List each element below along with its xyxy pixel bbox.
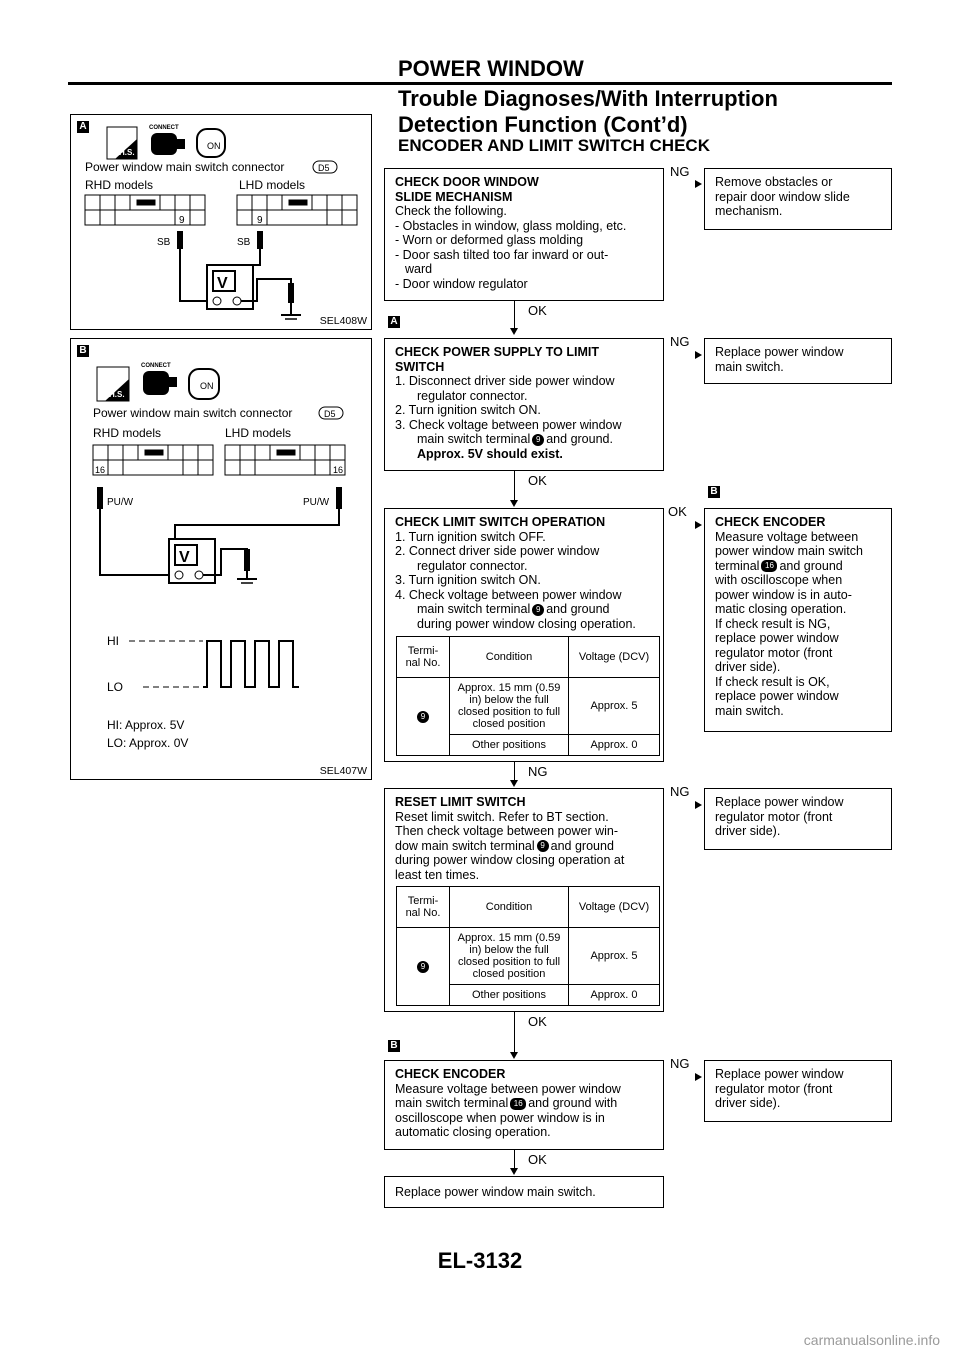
step2-connector <box>514 471 515 501</box>
figure-b <box>70 338 372 780</box>
step1-ng-action <box>704 168 892 230</box>
step5-ok-arrow <box>510 1168 518 1175</box>
step3-ng-arrow <box>510 780 518 787</box>
step4-ng-action-2: regulator motor (front <box>715 809 833 824</box>
figure-a-pin-rhd: 9 <box>179 215 185 226</box>
step3-line2b: regulator connector. <box>417 558 528 573</box>
page-number: EL-3132 <box>437 1248 523 1273</box>
step4-ng-label: NG <box>670 784 690 799</box>
step1-line6: - Door window regulator <box>395 276 528 291</box>
step3-ok-line13: main switch. <box>715 703 784 718</box>
table-header-voltage: Voltage (DCV) <box>569 637 660 678</box>
table-cell-condition: Approx. 15 mm (0.59 in) below the full closed position to full closed position <box>450 928 569 985</box>
figure-a-pin-lhd: 9 <box>257 215 263 226</box>
step4-ng-arrow <box>695 801 702 809</box>
step3-ok-label: OK <box>668 504 687 519</box>
step2-line3b-pre: main switch terminal <box>417 432 531 446</box>
step4-line4: during power window closing operation at <box>395 853 625 867</box>
figure-b-wire-right: PU/W <box>303 497 330 508</box>
table-cell-condition: Approx. 15 mm (0.59 in) below the full closed position to full closed position <box>450 678 569 735</box>
figure-b-wire-left: PU/W <box>107 497 134 508</box>
step2-tag: A <box>388 316 400 328</box>
step1-line3: - Worn or deformed glass molding <box>395 233 584 247</box>
terminal-9-icon: 9 <box>417 961 429 973</box>
step5-ng-action-1: Replace power window <box>715 1067 844 1081</box>
step5-ok-label: OK <box>528 1152 547 1167</box>
step-check-power-supply <box>384 338 664 471</box>
step5-ng-arrow <box>695 1073 702 1081</box>
step4-connector <box>514 1012 515 1054</box>
figure-b-meter: V <box>179 549 190 566</box>
step4-title: RESET LIMIT SWITCH <box>395 795 526 809</box>
step3-line4: 4. Check voltage between power window <box>395 587 622 602</box>
figure-a-connector-label: Power window main switch connector <box>85 160 285 174</box>
figure-a-wire-left: SB <box>157 237 171 248</box>
step5-line2: main switch terminal 16 and ground with <box>395 1096 618 1110</box>
table-cell-condition: Other positions <box>450 985 569 1006</box>
figure-b-waveform <box>203 641 299 687</box>
figure-b-lhd: LHD models <box>225 426 292 440</box>
step5-connector <box>514 1150 515 1170</box>
step2-line4: Approx. 5V should exist. <box>417 446 563 461</box>
step2-line1: 1. Disconnect driver side power window <box>395 374 615 388</box>
step3-line2: 2. Connect driver side power window <box>395 544 600 558</box>
step4-line2: Then check voltage between power win- <box>395 824 619 838</box>
step3-ok-line4: with oscilloscope when <box>715 573 843 587</box>
table-header-condition: Condition <box>450 887 569 928</box>
step2-ok-label: OK <box>528 473 547 488</box>
step1-ok-arrow <box>510 328 518 335</box>
figure-b-diagram <box>71 339 371 779</box>
step-replace-main-switch <box>384 1176 664 1208</box>
step3-voltage-table <box>396 636 660 756</box>
figure-b-on: ON <box>200 381 214 391</box>
step2-line3: 3. Check voltage between power window <box>395 417 622 432</box>
figure-b-connect: CONNECT <box>141 363 171 369</box>
figure-a-wire-right: SB <box>237 237 251 248</box>
step2-ng-action <box>704 338 892 384</box>
figure-a-on: ON <box>207 141 221 151</box>
step3-line4b <box>395 602 653 617</box>
step5-ng-action-3: driver side). <box>715 1096 781 1110</box>
figure-b-lo-note: LO: Approx. 0V <box>107 736 189 750</box>
header-title: POWER WINDOW <box>398 56 584 81</box>
terminal-9-icon: 9 <box>537 840 549 852</box>
figure-a-lhd: LHD models <box>239 178 306 192</box>
table-cell-terminal <box>397 928 450 1006</box>
step4-voltage-table <box>396 886 660 1006</box>
figure-a-connector-icon <box>151 133 177 155</box>
figure-a <box>70 114 372 330</box>
table-row <box>397 887 660 928</box>
figure-b-hs: H.S. <box>109 390 125 399</box>
step1-ng-arrow <box>695 180 702 188</box>
figure-a-rhd: RHD models <box>85 178 154 192</box>
step2-ng-label: NG <box>670 334 690 349</box>
figure-b-hi-note: HI: Approx. 5V <box>107 718 185 732</box>
watermark: carmanualsonline.info <box>803 1332 940 1348</box>
figure-a-code: SEL408W <box>319 315 367 327</box>
terminal-16-icon: 16 <box>510 1098 526 1110</box>
step4-ng-action <box>704 788 892 850</box>
table-row <box>397 637 660 678</box>
step3-line1: 1. Turn ignition switch OFF. <box>395 529 546 544</box>
step3-ok-line12: replace power window <box>715 689 839 703</box>
step3-ok-line8: replace power window <box>715 631 839 645</box>
step3-line4b-pre: main switch terminal <box>417 602 531 616</box>
step3-ng-label: NG <box>528 764 548 779</box>
step3-ok-line3: terminal 16 and ground <box>715 558 843 573</box>
step3-ok-line9: regulator motor (front <box>715 645 833 660</box>
figure-a-lhd-connector <box>237 195 357 225</box>
step3-ok-line7: If check result is NG, <box>715 616 831 631</box>
step4-ng-action-1: Replace power window <box>715 795 844 809</box>
step4-line3: dow main switch terminal 9 and ground <box>395 838 614 853</box>
table-cell-terminal <box>397 678 450 756</box>
step5-line1: Measure voltage between power window <box>395 1081 621 1096</box>
step6-text: Replace power window main switch. <box>395 1185 596 1199</box>
step2-title-1: CHECK POWER SUPPLY TO LIMIT <box>395 345 599 359</box>
step1-line2: - Obstacles in window, glass molding, etc. <box>395 218 627 233</box>
step3-line4c: during power window closing operation. <box>417 616 636 631</box>
step3-ok-line5: power window is in auto- <box>715 587 852 602</box>
step4-ok-arrow <box>510 1052 518 1059</box>
step3-line3: 3. Turn ignition switch ON. <box>395 573 541 587</box>
step3-line4b-post: and ground <box>546 602 610 616</box>
table-cell-voltage: Approx. 0 <box>569 985 660 1006</box>
table-cell-voltage: Approx. 5 <box>569 928 660 985</box>
step1-line1: Check the following. <box>395 204 507 218</box>
step3-ok-line2: power window main switch <box>715 544 863 558</box>
step1-title: CHECK DOOR WINDOW SLIDE MECHANISM <box>395 175 539 204</box>
header-rule <box>68 82 892 85</box>
figure-a-hs: H.S. <box>119 148 135 157</box>
figure-b-connector-code: D5 <box>324 409 336 419</box>
table-header-terminal: Termi- nal No. <box>397 887 450 928</box>
step4-ok-label: OK <box>528 1014 547 1029</box>
figure-a-rhd-connector <box>85 195 205 225</box>
step4-line1: Reset limit switch. Refer to BT section. <box>395 809 609 824</box>
step1-ng-action-3: mechanism. <box>715 204 783 218</box>
figure-b-lhd-connector <box>225 445 345 475</box>
step2-ok-arrow <box>510 500 518 507</box>
figure-a-connector-code: D5 <box>318 163 330 173</box>
figure-b-code: SEL407W <box>319 765 367 777</box>
figure-b-pin-rhd: 16 <box>95 465 106 475</box>
table-cell-condition: Other positions <box>450 735 569 756</box>
step5-line4: automatic closing operation. <box>395 1125 551 1139</box>
figure-b-rhd: RHD models <box>93 426 162 440</box>
figure-b-connector-icon <box>143 371 169 395</box>
figure-b-connector-label: Power window main switch connector <box>93 406 293 420</box>
step5-ng-label: NG <box>670 1056 690 1071</box>
step3-connector <box>514 762 515 782</box>
section-title: ENCODER AND LIMIT SWITCH CHECK <box>398 136 710 155</box>
step1-line4: - Door sash tilted too far inward or out- <box>395 247 609 262</box>
step-check-door-window-slide <box>384 168 664 301</box>
step3-ok-tag: B <box>708 486 720 498</box>
step2-ng-action-1: Replace power window <box>715 345 844 359</box>
table-cell-voltage: Approx. 5 <box>569 678 660 735</box>
step3-ok-line6: matic closing operation. <box>715 602 847 616</box>
step1-connector <box>514 301 515 329</box>
step2-line3b-post: and ground. <box>546 432 613 446</box>
step2-line1b: regulator connector. <box>417 388 528 403</box>
step2-title-2: SWITCH <box>395 359 445 374</box>
figure-b-tag: B <box>77 345 89 357</box>
table-row <box>397 678 660 735</box>
figure-a-tag: A <box>77 121 89 133</box>
step1-ng-action-2: repair door window slide <box>715 189 850 204</box>
figure-b-rhd-connector <box>93 445 213 475</box>
step2-line3b <box>395 432 653 447</box>
step3-ok-title: CHECK ENCODER <box>715 515 826 529</box>
step2-line2: 2. Turn ignition switch ON. <box>395 403 541 417</box>
step3-ok-check-encoder <box>704 508 892 732</box>
figure-a-diagram <box>71 115 371 329</box>
step5-title: CHECK ENCODER <box>395 1067 506 1081</box>
step4-line5: least ten times. <box>395 867 480 882</box>
step5-ng-action <box>704 1060 892 1122</box>
table-cell-voltage: Approx. 0 <box>569 735 660 756</box>
figure-b-pin-lhd: 16 <box>333 465 344 475</box>
step-check-encoder <box>384 1060 664 1150</box>
step1-ok-label: OK <box>528 303 547 318</box>
header-subtitle <box>398 86 878 138</box>
table-header-voltage: Voltage (DCV) <box>569 887 660 928</box>
figure-b-hi: HI <box>107 634 119 648</box>
step3-ok-line10: driver side). <box>715 660 781 674</box>
table-header-condition: Condition <box>450 637 569 678</box>
step1-ng-action-1: Remove obstacles or <box>715 175 833 189</box>
figure-a-connect: CONNECT <box>149 125 179 131</box>
figure-a-meter: V <box>217 275 228 292</box>
table-row <box>397 928 660 985</box>
step4-ng-action-3: driver side). <box>715 824 781 838</box>
step3-ok-line11: If check result is OK, <box>715 674 830 689</box>
step1-ng-label: NG <box>670 164 690 179</box>
table-header-terminal: Termi- nal No. <box>397 637 450 678</box>
step5-line3: oscilloscope when power window is in <box>395 1110 605 1125</box>
figure-b-lo: LO <box>107 680 124 694</box>
step5-tag: B <box>388 1040 400 1052</box>
step1-line5: ward <box>405 262 433 276</box>
step2-ng-arrow <box>695 351 702 359</box>
header-subtitle-line2: Detection Function (Cont’d) <box>398 112 688 137</box>
terminal-9-icon: 9 <box>532 434 544 446</box>
terminal-9-icon: 9 <box>417 711 429 723</box>
step3-ok-arrow <box>695 521 702 529</box>
header-subtitle-line1: Trouble Diagnoses/With Interruption <box>398 86 778 111</box>
terminal-9-icon: 9 <box>532 604 544 616</box>
step2-ng-action-2: main switch. <box>715 359 784 374</box>
step3-title: CHECK LIMIT SWITCH OPERATION <box>395 515 606 529</box>
step3-ok-line1: Measure voltage between <box>715 529 859 544</box>
step5-ng-action-2: regulator motor (front <box>715 1081 833 1096</box>
terminal-16-icon: 16 <box>761 560 777 572</box>
